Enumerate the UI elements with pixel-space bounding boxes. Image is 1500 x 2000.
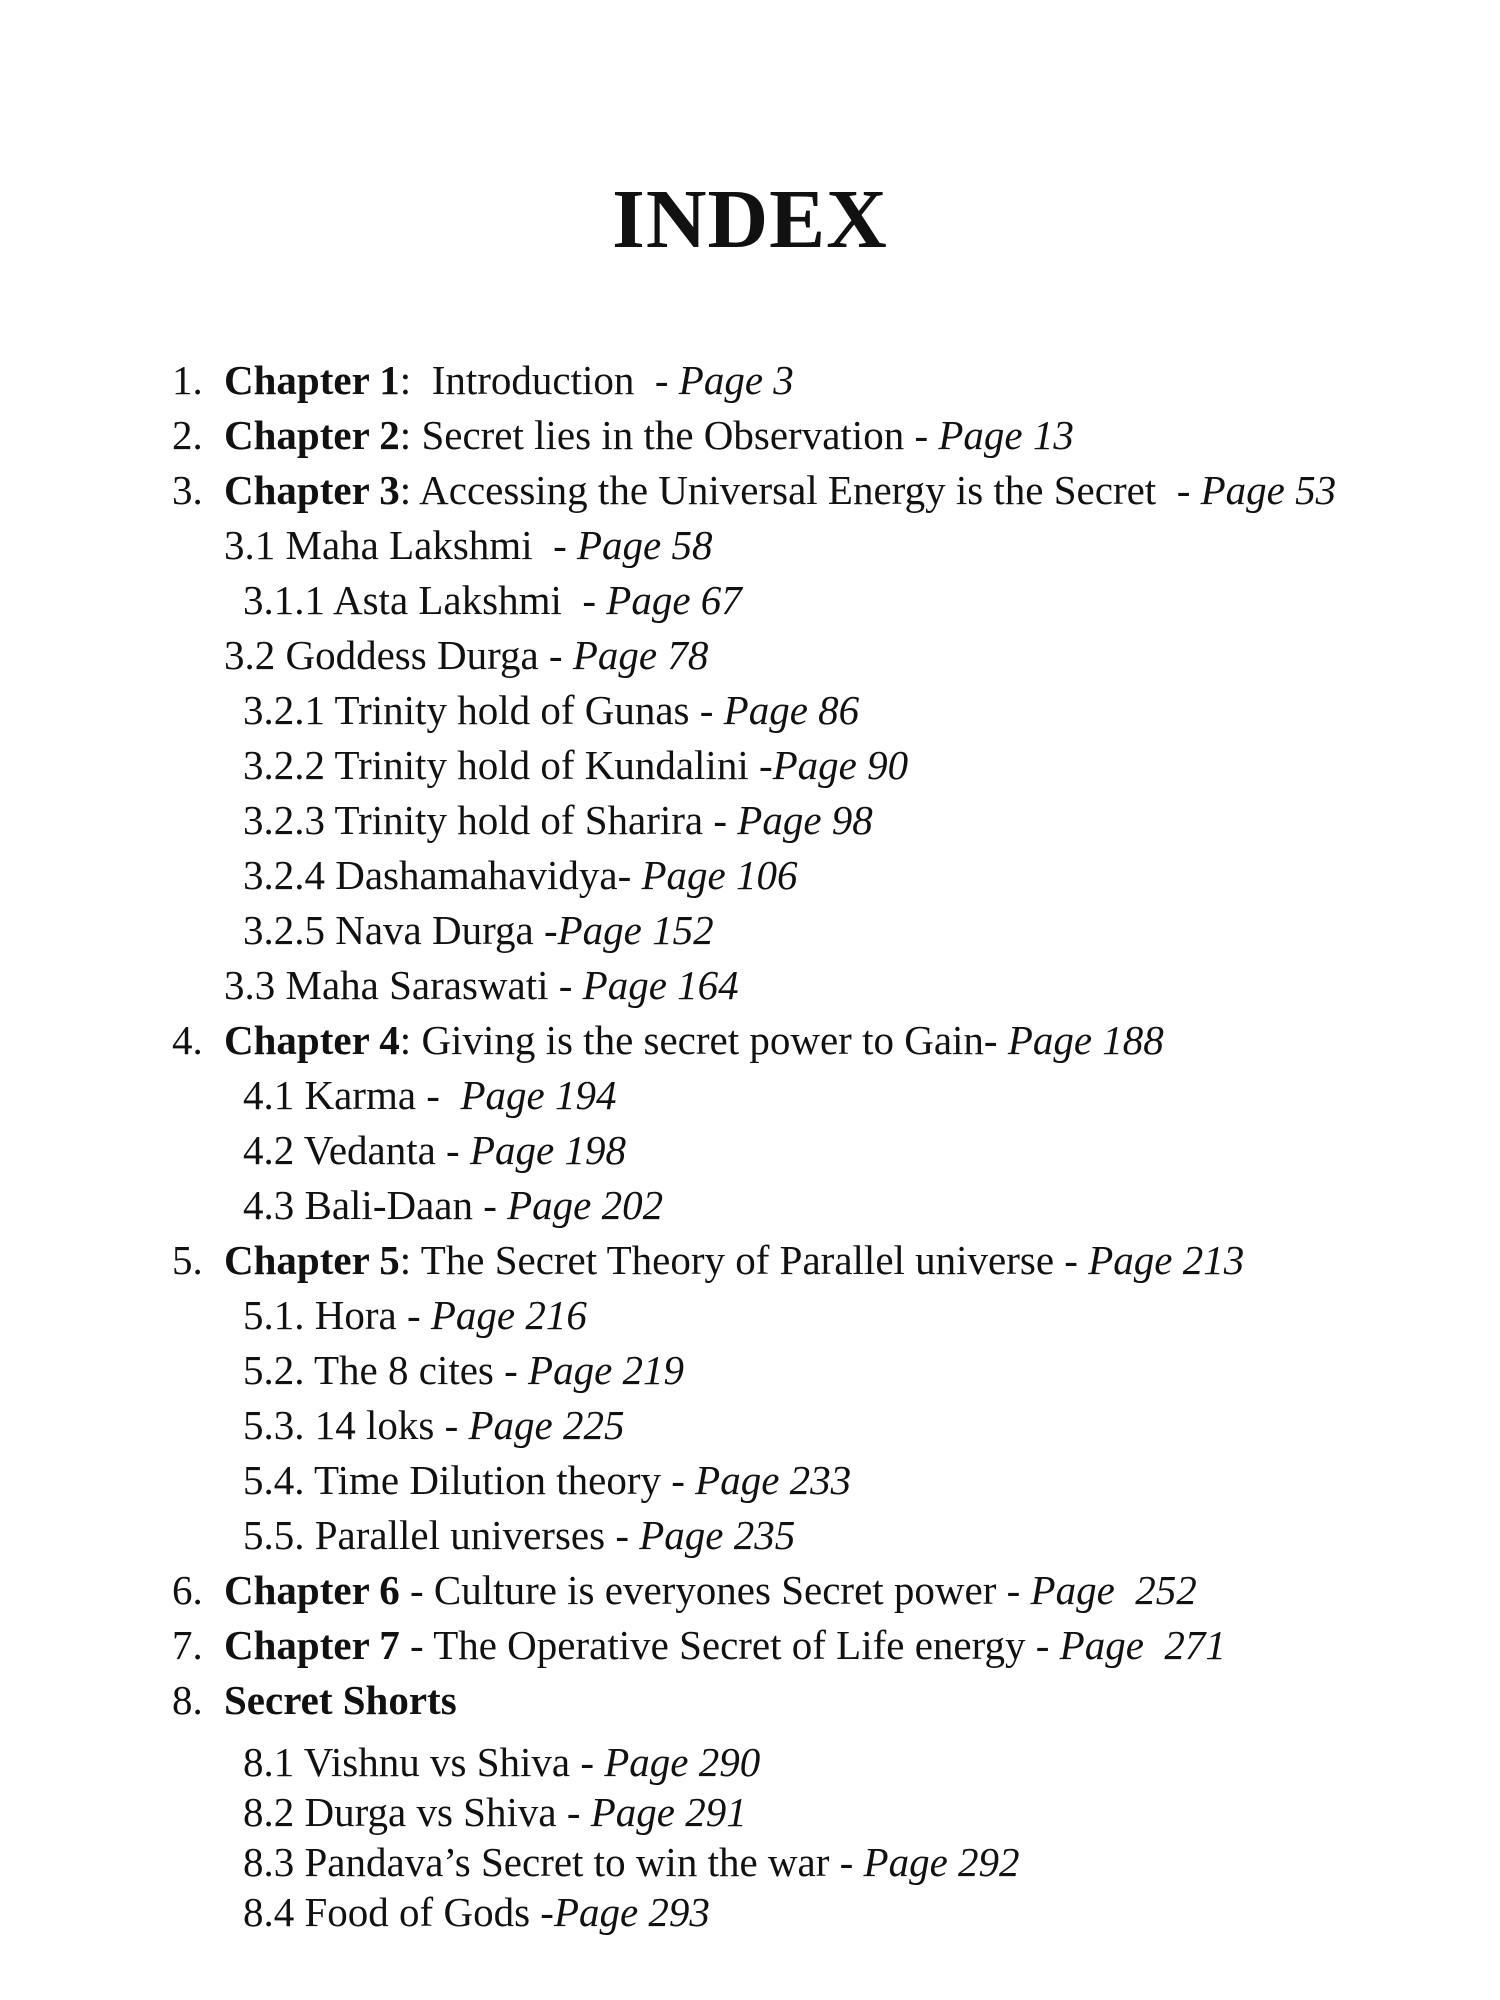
entry-title: 8.1 Vishnu vs Shiva - [243,1739,605,1785]
entry-title: 3.2.1 Trinity hold of Gunas - [243,687,724,733]
entry-title: The Secret Theory of Parallel universe - [411,1237,1089,1283]
page-ref: Page 271 [1059,1622,1226,1668]
index-entry-4-2 [243,1126,626,1174]
index-entry-8-3 [243,1838,1020,1886]
page-ref: Page 3 [678,357,794,403]
index-entry-5-1 [243,1291,587,1339]
entry-title: Giving is the secret power to Gain- [411,1017,1008,1063]
entry-number: 3. [172,467,203,513]
entry-title: - The Operative Secret of Life energy - [399,1622,1060,1668]
page-ref: Page 225 [468,1402,625,1448]
page-ref: Page 58 [576,522,713,568]
index-entry-3-3 [224,961,739,1009]
index-entry-8-1 [243,1738,760,1786]
separator: : [399,357,412,403]
page-ref: Page 67 [606,577,742,623]
page-ref: Page 198 [469,1127,626,1173]
chapter-label: Chapter 2 [224,412,400,458]
page-ref: Page 164 [582,962,739,1008]
entry-title: 8.2 Durga vs Shiva - [243,1789,591,1835]
index-entry-4-1 [243,1071,616,1119]
entry-number: 5. [172,1237,203,1283]
entry-title: - Culture is everyones Secret power - [399,1567,1031,1613]
index-entry-secret-shorts [172,1676,457,1724]
entry-title: 4.1 Karma - [243,1072,461,1118]
index-entry-chapter-1 [172,356,794,404]
page-ref: Page 188 [1007,1017,1164,1063]
index-entry-5-5 [243,1511,795,1559]
section-label: Secret Shorts [224,1677,457,1723]
entry-title: 3.3 Maha Saraswati - [224,962,583,1008]
index-entry-3-2 [224,631,708,679]
entry-number: 2. [172,412,203,458]
entry-title: 8.3 Pandava’s Secret to win the war - [243,1839,864,1885]
entry-number: 8. [172,1677,203,1723]
entry-title: Accessing the Universal Energy is the Secret - [411,467,1201,513]
page-ref: Page 202 [507,1182,664,1228]
index-entry-chapter-5 [172,1236,1244,1284]
entry-title: 5.2. The 8 cites - [243,1347,529,1393]
index-entry-5-3 [243,1401,625,1449]
page-ref: Page 213 [1088,1237,1245,1283]
index-entry-chapter-4 [172,1016,1164,1064]
index-entry-3-2-2 [243,741,908,789]
chapter-label: Chapter 5 [224,1237,400,1283]
index-entry-3-2-1 [243,686,859,734]
chapter-label: Chapter 7 [224,1622,400,1668]
page-ref: Page 291 [590,1789,747,1835]
entry-number: 4. [172,1017,203,1063]
index-entry-4-3 [243,1181,663,1229]
index-entry-5-4 [243,1456,851,1504]
index-entry-3-2-3 [243,796,873,844]
entry-title: 3.2.2 Trinity hold of Kundalini - [243,742,773,788]
index-entry-8-2 [243,1788,747,1836]
entry-number: 1. [172,357,203,403]
page-ref: Page 106 [641,852,798,898]
entry-title: 3.2.5 Nava Durga - [243,907,558,953]
index-entry-3-1 [224,521,712,569]
page-ref: Page 290 [604,1739,761,1785]
page-ref: Page 78 [572,632,709,678]
entry-title: 3.2.3 Trinity hold of Sharira - [243,797,738,843]
entry-number: 7. [172,1622,203,1668]
entry-title: 3.2 Goddess Durga - [224,632,573,678]
page-ref: Page 219 [528,1347,685,1393]
entry-title: 4.2 Vedanta - [243,1127,470,1173]
page-ref: Page 152 [557,907,714,953]
entry-title: 5.1. Hora - [243,1292,431,1338]
entry-title: 3.1.1 Asta Lakshmi - [243,577,607,623]
separator: : [399,412,412,458]
entry-title: 8.4 Food of Gods - [243,1889,554,1935]
entry-title: 5.4. Time Dilution theory - [243,1457,696,1503]
entry-title: Introduction - [411,357,679,403]
index-entry-3-1-1 [243,576,742,624]
page-ref: Page 90 [772,742,909,788]
page-ref: Page 216 [430,1292,587,1338]
chapter-label: Chapter 3 [224,467,400,513]
index-entry-chapter-2 [172,411,1074,459]
page-ref: Page 53 [1200,467,1337,513]
entry-title: 5.5. Parallel universes - [243,1512,640,1558]
index-entry-5-2 [243,1346,684,1394]
entry-title: Secret lies in the Observation - [411,412,939,458]
entry-title: 4.3 Bali-Daan - [243,1182,508,1228]
index-entry-3-2-4 [243,851,798,899]
index-entry-chapter-6 [172,1566,1197,1614]
chapter-label: Chapter 6 [224,1567,400,1613]
index-entry-chapter-7 [172,1621,1226,1669]
entry-title: 5.3. 14 loks - [243,1402,469,1448]
page-ref: Page 235 [639,1512,796,1558]
entry-title: 3.1 Maha Lakshmi - [224,522,577,568]
separator: : [399,1237,412,1283]
index-entry-chapter-3 [172,466,1336,514]
page-ref: Page 292 [863,1839,1020,1885]
page-ref: Page 194 [460,1072,617,1118]
page-ref: Page 86 [723,687,860,733]
page-ref: Page 233 [695,1457,852,1503]
page-ref: Page 293 [553,1889,710,1935]
page-ref: Page 13 [938,412,1074,458]
chapter-label: Chapter 4 [224,1017,400,1063]
page-ref: Page 252 [1030,1567,1197,1613]
separator: : [399,467,412,513]
page-ref: Page 98 [737,797,873,843]
separator: : [399,1017,412,1063]
entry-title: 3.2.4 Dashamahavidya- [243,852,642,898]
entry-number: 6. [172,1567,203,1613]
index-entry-8-4 [243,1888,710,1936]
chapter-label: Chapter 1 [224,357,400,403]
page-title: INDEX [612,173,888,266]
index-entry-3-2-5 [243,906,714,954]
